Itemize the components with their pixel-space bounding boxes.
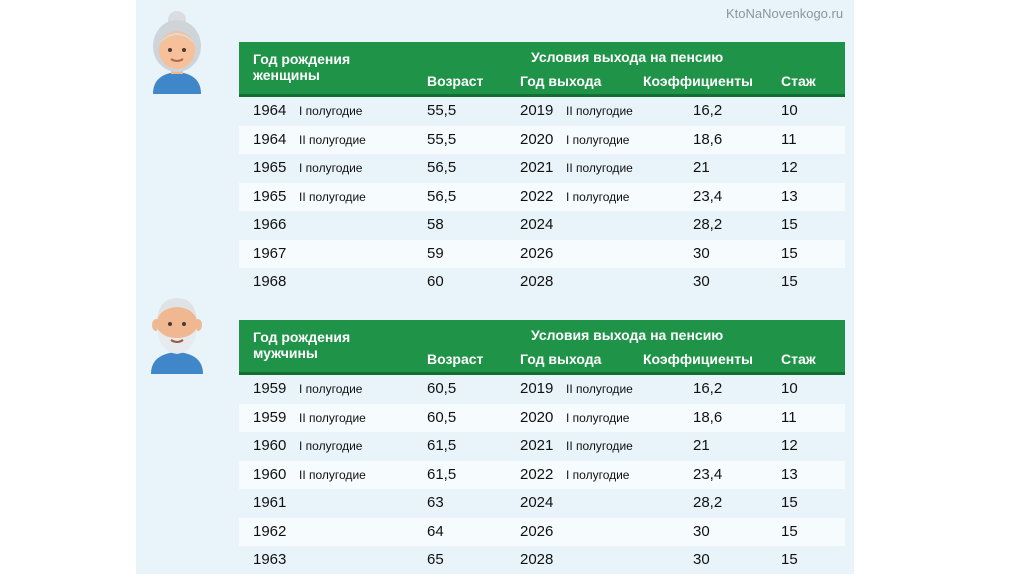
retire-year-cell: 2024: [520, 494, 554, 511]
retire-year-cell: 2021: [520, 159, 554, 176]
experience-cell: 13: [781, 187, 798, 205]
experience-cell: 12: [781, 437, 798, 454]
women-pension-table: [239, 42, 845, 297]
coefficients-column-header: Коэффициенты: [643, 351, 754, 367]
retire-half-cell: II полугодие: [566, 439, 633, 453]
old-woman-icon: [145, 10, 209, 94]
conditions-header: Условия выхода на пенсию: [531, 327, 724, 343]
birth-year-cell: 1964: [253, 102, 287, 119]
age-cell: 58: [427, 216, 444, 233]
birth-half-cell: I полугодие: [299, 161, 363, 175]
retire-year-cell: 2026: [520, 244, 554, 262]
birth-year-cell: 1964: [253, 130, 287, 148]
retire-year-cell: 2020: [520, 130, 554, 148]
experience-cell: 11: [781, 408, 797, 426]
age-cell: 59: [427, 244, 444, 262]
experience-cell: 15: [781, 273, 798, 290]
experience-cell: 12: [781, 159, 798, 176]
experience-cell: 15: [781, 244, 798, 262]
birth-half-cell: II полугодие: [299, 189, 366, 204]
retire-half-cell: II полугодие: [566, 382, 633, 396]
table-header: [239, 320, 845, 375]
conditions-header: Условия выхода на пенсию: [531, 49, 724, 65]
watermark: KtoNaNovenkogo.ru: [726, 6, 844, 21]
table-row: [239, 268, 845, 297]
birth-half-cell: I полугодие: [299, 439, 363, 453]
retire-year-cell: 2020: [520, 408, 554, 426]
retire-year-cell: 2022: [520, 187, 554, 205]
retire-year-column-header: Год выхода: [520, 351, 602, 367]
table-row: [239, 97, 845, 126]
retire-year-column-header: Год выхода: [520, 73, 602, 89]
experience-cell: 15: [781, 216, 798, 233]
retire-half-cell: I полугодие: [566, 189, 630, 204]
men-pension-table: [239, 320, 845, 575]
experience-cell: 13: [781, 465, 798, 483]
retire-year-cell: 2021: [520, 437, 554, 454]
birth-year-cell: 1968: [253, 273, 287, 290]
retire-year-cell: 2019: [520, 102, 554, 119]
birth-year-cell: 1965: [253, 187, 287, 205]
retire-half-cell: I полугодие: [566, 132, 630, 147]
table-row: [239, 461, 845, 490]
experience-cell: 15: [781, 494, 798, 511]
coefficient-cell: 21: [693, 159, 710, 176]
table-row: [239, 489, 845, 518]
retire-year-cell: 2026: [520, 522, 554, 540]
retire-half-cell: II полугодие: [566, 161, 633, 175]
birth-year-header: Год рождения мужчины: [253, 329, 351, 361]
birth-half-cell: II полугодие: [299, 410, 366, 425]
experience-cell: 11: [781, 130, 797, 148]
coefficient-cell: 30: [693, 273, 710, 290]
age-cell: 60: [427, 273, 444, 290]
coefficient-cell: 23,4: [693, 465, 723, 483]
retire-year-cell: 2024: [520, 216, 554, 233]
retire-year-cell: 2028: [520, 273, 554, 290]
age-cell: 56,5: [427, 159, 457, 176]
retire-year-cell: 2019: [520, 380, 554, 397]
coefficient-cell: 16,2: [693, 380, 723, 397]
coefficients-column-header: Коэффициенты: [643, 73, 754, 89]
birth-year-cell: 1962: [253, 522, 287, 540]
table-row: [239, 240, 845, 269]
birth-year-cell: 1963: [253, 551, 287, 568]
birth-year-cell: 1959: [253, 380, 287, 397]
birth-year-cell: 1959: [253, 408, 287, 426]
birth-year-cell: 1960: [253, 437, 287, 454]
age-cell: 56,5: [427, 187, 457, 205]
table-row: [239, 211, 845, 240]
table-row: [239, 126, 845, 155]
table-body: [239, 97, 845, 297]
age-cell: 55,5: [427, 130, 457, 148]
birth-half-cell: I полугодие: [299, 382, 363, 396]
experience-column-header: Стаж: [781, 351, 816, 367]
table-row: [239, 375, 845, 404]
birth-year-header: Год рождения женщины: [253, 51, 351, 83]
experience-cell: 10: [781, 380, 798, 397]
age-cell: 55,5: [427, 102, 457, 119]
birth-half-cell: I полугодие: [299, 104, 363, 118]
birth-year-cell: 1967: [253, 244, 287, 262]
retire-year-cell: 2022: [520, 465, 554, 483]
birth-year-cell: 1961: [253, 494, 287, 511]
retire-year-cell: 2028: [520, 551, 554, 568]
age-cell: 65: [427, 551, 444, 568]
experience-column-header: Стаж: [781, 73, 816, 89]
birth-year-cell: 1960: [253, 465, 287, 483]
table-row: [239, 154, 845, 183]
table-row: [239, 546, 845, 575]
coefficient-cell: 16,2: [693, 102, 723, 119]
coefficient-cell: 28,2: [693, 216, 723, 233]
old-man-icon: [145, 290, 209, 374]
coefficient-cell: 30: [693, 551, 710, 568]
coefficient-cell: 23,4: [693, 187, 723, 205]
coefficient-cell: 21: [693, 437, 710, 454]
coefficient-cell: 30: [693, 244, 710, 262]
age-cell: 61,5: [427, 465, 457, 483]
coefficient-cell: 18,6: [693, 130, 723, 148]
age-cell: 60,5: [427, 408, 457, 426]
retire-half-cell: II полугодие: [566, 104, 633, 118]
retire-half-cell: I полугодие: [566, 410, 630, 425]
birth-half-cell: II полугодие: [299, 467, 366, 482]
retire-half-cell: I полугодие: [566, 467, 630, 482]
age-cell: 60,5: [427, 380, 457, 397]
experience-cell: 15: [781, 522, 798, 540]
birth-half-cell: II полугодие: [299, 132, 366, 147]
table-body: [239, 375, 845, 575]
age-cell: 63: [427, 494, 444, 511]
age-cell: 61,5: [427, 437, 457, 454]
coefficient-cell: 18,6: [693, 408, 723, 426]
birth-year-cell: 1965: [253, 159, 287, 176]
birth-year-cell: 1966: [253, 216, 287, 233]
table-row: [239, 404, 845, 433]
experience-cell: 15: [781, 551, 798, 568]
coefficient-cell: 30: [693, 522, 710, 540]
coefficient-cell: 28,2: [693, 494, 723, 511]
age-cell: 64: [427, 522, 444, 540]
table-header: [239, 42, 845, 97]
table-row: [239, 183, 845, 212]
table-row: [239, 432, 845, 461]
age-column-header: Возраст: [427, 73, 484, 89]
experience-cell: 10: [781, 102, 798, 119]
table-row: [239, 518, 845, 547]
age-column-header: Возраст: [427, 351, 484, 367]
